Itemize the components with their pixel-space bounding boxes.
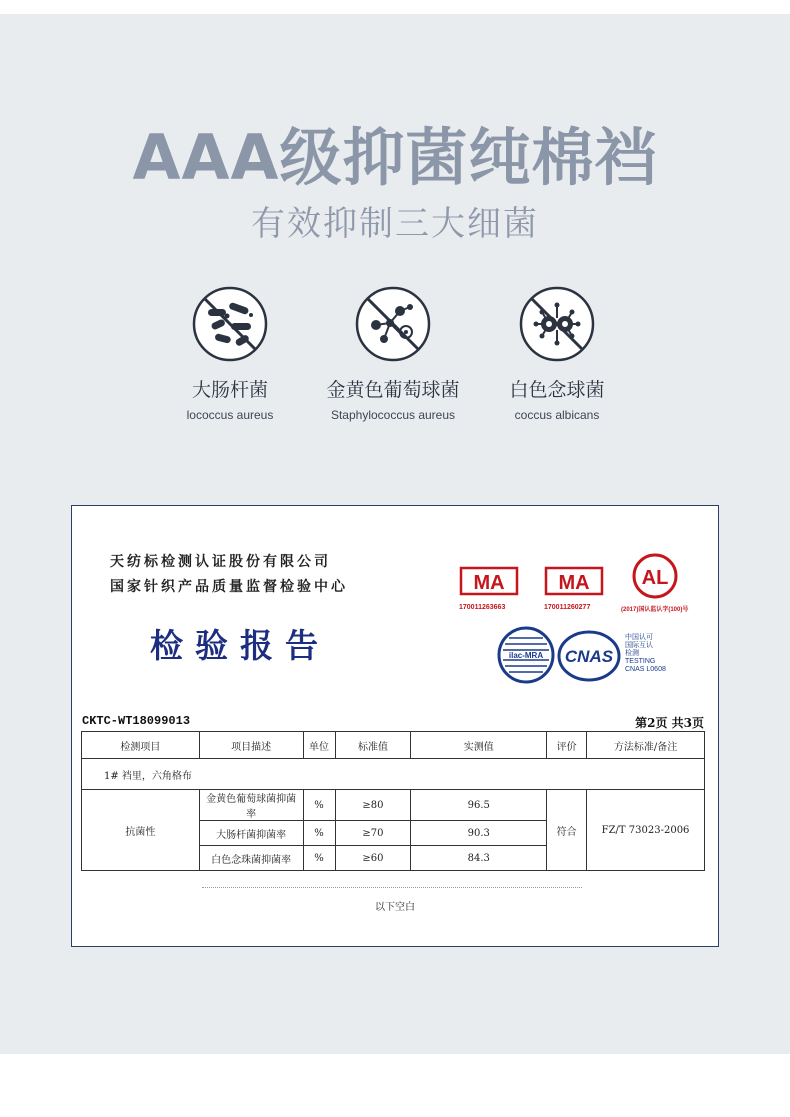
bacteria-name-cn: 白色念球菌 <box>509 379 605 401</box>
cal-caption: (2017)国认监认字(100)号 <box>621 607 689 613</box>
bacteria-name-en: lococcus aureus <box>186 408 274 422</box>
ilac-mra-logo-icon <box>497 624 555 686</box>
cocci-cluster-prohibited-icon <box>354 285 432 363</box>
test-report <box>71 505 719 947</box>
cal-stamp-icon <box>631 552 679 600</box>
table-header-cell: 评价 <box>547 732 587 759</box>
results-table <box>81 731 705 871</box>
bacteria-name-en: Staphylococcus aureus <box>330 408 456 422</box>
svg-text:MA: MA <box>558 572 590 594</box>
cnas-caption-line: TESTING <box>625 658 656 665</box>
cnas-logo-icon <box>557 630 621 682</box>
svg-text:ilac-MRA: ilac-MRA <box>508 651 544 660</box>
cnas-caption-line: 检测 <box>625 650 639 657</box>
item-description: 金黄色葡萄球菌抑菌率 <box>199 790 303 821</box>
page-indicator: 第2页 共3页 <box>635 716 704 730</box>
evaluation-cell: 符合 <box>547 790 587 871</box>
standard-value: ≥60 <box>335 846 411 871</box>
cma-stamp-icon <box>457 564 521 598</box>
unit-cell: % <box>303 846 335 871</box>
table-header-cell: 检测项目 <box>82 732 200 759</box>
cnas-caption-line: 中国认可 <box>625 634 653 641</box>
table-header-cell: 标准值 <box>335 732 411 759</box>
standard-value: ≥80 <box>335 790 411 821</box>
measured-value: 90.3 <box>411 821 547 846</box>
cma-stamp-icon <box>542 564 606 598</box>
bacilli-prohibited-icon <box>191 285 269 363</box>
measured-value: 96.5 <box>411 790 547 821</box>
report-title: 检验报告 <box>150 626 330 665</box>
page-title: AAA级抑菌纯棉裆 <box>132 121 658 194</box>
method-cell: FZ/T 73023-2006 <box>587 790 705 871</box>
bacteria-name-cn: 金黄色葡萄球菌 <box>326 379 460 401</box>
page-subtitle: 有效抑制三大细菌 <box>251 204 539 244</box>
svg-text:CNAS: CNAS <box>564 647 614 666</box>
unit-cell: % <box>303 821 335 846</box>
org-name-line2: 国家针织产品质量监督检验中心 <box>110 579 348 595</box>
bacteria-name-en: coccus albicans <box>514 408 600 422</box>
item-description: 白色念珠菌抑菌率 <box>199 846 303 871</box>
group-label: 抗菌性 <box>82 790 200 871</box>
table-row <box>82 790 705 821</box>
table-row <box>82 759 705 790</box>
virus-prohibited-icon <box>518 285 596 363</box>
bacteria-name-cn: 大肠杆菌 <box>191 379 268 401</box>
divider <box>202 887 582 888</box>
cnas-caption <box>625 634 666 674</box>
report-number: CKTC-WT18099013 <box>82 714 191 728</box>
cnas-caption-line: 国际互认 <box>625 642 653 649</box>
report-footer: 以下空白 <box>375 902 415 913</box>
item-description: 大肠杆菌抑菌率 <box>199 821 303 846</box>
unit-cell: % <box>303 790 335 821</box>
bacteria-item-candida <box>457 285 657 422</box>
ma-number-1: 170011263663 <box>459 604 506 611</box>
sample-description: 1# 裆里，六角格布 <box>82 759 705 790</box>
svg-text:AL: AL <box>641 567 669 589</box>
cnas-caption-line: CNAS L0608 <box>625 666 666 673</box>
table-header-cell: 单位 <box>303 732 335 759</box>
table-header-row <box>82 732 705 759</box>
table-header-cell: 实测值 <box>411 732 547 759</box>
measured-value: 84.3 <box>411 846 547 871</box>
ma-number-2: 170011260277 <box>544 604 591 611</box>
org-name-line1: 天纺标检测认证股份有限公司 <box>110 554 331 570</box>
table-header-cell: 方法标准/备注 <box>587 732 705 759</box>
standard-value: ≥70 <box>335 821 411 846</box>
certification-stamps <box>457 546 697 696</box>
svg-text:MA: MA <box>473 572 505 594</box>
table-header-cell: 项目描述 <box>199 732 303 759</box>
